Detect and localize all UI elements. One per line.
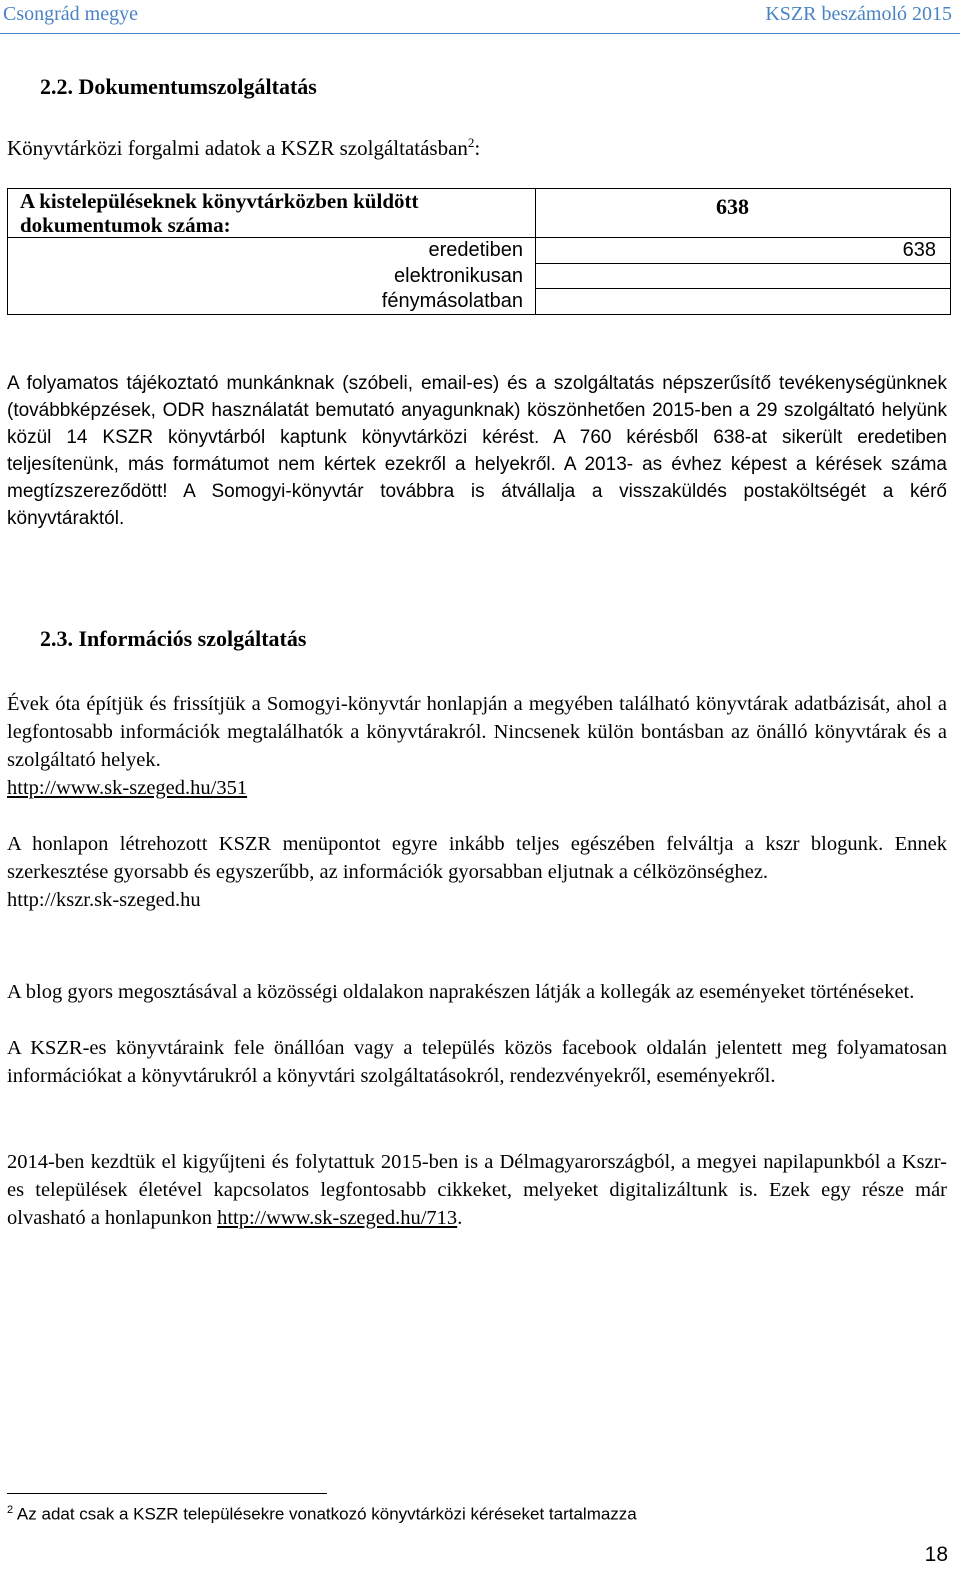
stats-total-label: A kistelepüléseknek könyvtárközben küldött dokumentumok száma: (8, 189, 536, 238)
intro-suffix: : (474, 136, 481, 160)
link-library-list[interactable]: http://www.sk-szeged.hu/351 (7, 777, 248, 799)
paragraph-digitization (7, 1148, 947, 1232)
paragraph-facebook: A KSZR-es könyvtáraink fele önállóan vagy a település közös facebook oldalán jelentett meg folyamatosan információkat a könyvtárukról a könyvtári szolgáltatásokról, rendezvényekről, eseményekről. (7, 1037, 947, 1087)
stats-table (7, 188, 951, 315)
footnote-text: Az adat csak a KSZR településekre vonatkozó könyvtárközi kéréseket tartalmazza (16, 1504, 637, 1524)
page-header (0, 0, 960, 30)
stats-row (8, 289, 951, 315)
footnote-number: 2 (7, 1504, 14, 1516)
section-heading-2-2: 2.2. Dokumentumszolgáltatás (40, 74, 317, 99)
intro-text: Könyvtárközi forgalmi adatok a KSZR szolgáltatásban (7, 136, 468, 160)
intro-line (7, 135, 480, 161)
paragraph-library-database (7, 690, 947, 802)
footnote (7, 1504, 637, 1525)
stats-row-value (536, 264, 951, 289)
stats-row (8, 238, 951, 264)
stats-row-label: elektronikusan (8, 264, 536, 289)
footnote-ref[interactable]: 2 (467, 135, 475, 150)
stats-row-label: eredetiben (8, 238, 536, 264)
header-divider (0, 33, 960, 34)
stats-row-value: 638 (536, 238, 951, 264)
paragraph-blog-sharing: A blog gyors megosztásával a közösségi oldalakon naprakészen látják a kollegák az eseményeket történéseket. (7, 981, 915, 1003)
stats-total-value: 638 (536, 189, 951, 238)
stats-total-row (8, 189, 951, 238)
stats-row-label: fénymásolatban (8, 289, 536, 315)
link-digitized-articles[interactable]: http://www.sk-szeged.hu/713 (217, 1207, 458, 1229)
paragraph-interlibrary-requests: A folyamatos tájékoztató munkánknak (szóbeli, email-es) és a szolgáltatás népszerűsítő tevékenységünknek (továbbképzések, ODR használatát bemutató anyagunknak) köszönhetően 2015-ben a 29 szolgáltató helyünk közül 14 KSZR könyvtárból kaptunk könyvtárközi kérést. A 760 kérésből 638-at sikerült eredetiben teljesítenünk, más formátumot nem kértek ezekről a helyekről. A 2013- as évhez képest a kérések száma megtízszereződött! A Somogyi-könyvtár továbbra is átvállalja a visszaküldés postaköltségét a kérő könyvtáraktól. (7, 373, 947, 529)
paragraph-text: 2014-ben kezdtük el kigyűjteni és folytattuk 2015-ben is a Délmagyarországból, a megyei napilapunkból a Kszr-es települések életével kapcsolatos legfontosabb cikkeket, melyeket digitalizáltunk is. Ezek egy része már olvasható a honlapunkon (7, 1151, 947, 1229)
header-report-title: KSZR beszámoló 2015 (765, 3, 952, 25)
header-county: Csongrád megye (3, 3, 138, 25)
paragraph-text: Évek óta építjük és frissítjük a Somogyi-könyvtár honlapján a megyében található könyvtárak adatbázisát, ahol a legfontosabb információk megtalálhatók a könyvtárakról. Nincsenek külön bontásban az önálló könyvtárak és a szolgáltató helyek. (7, 693, 947, 771)
stats-row (8, 264, 951, 289)
paragraph-text: A honlapon létrehozott KSZR menüpontot egyre inkább teljes egészében felváltja a kszr blogunk. Ennek szerkesztése gyorsabb és egyszerűbb, az információk gyorsabban eljutnak a célközönséghez. (7, 833, 947, 883)
paragraph-suffix: . (457, 1207, 463, 1229)
paragraph-kszr-blog (7, 830, 947, 914)
section-heading-2-3: 2.3. Információs szolgáltatás (40, 626, 307, 651)
footnote-divider (7, 1493, 327, 1494)
blog-url: http://kszr.sk-szeged.hu (7, 889, 201, 911)
page-number: 18 (924, 1543, 948, 1566)
stats-row-value (536, 289, 951, 315)
